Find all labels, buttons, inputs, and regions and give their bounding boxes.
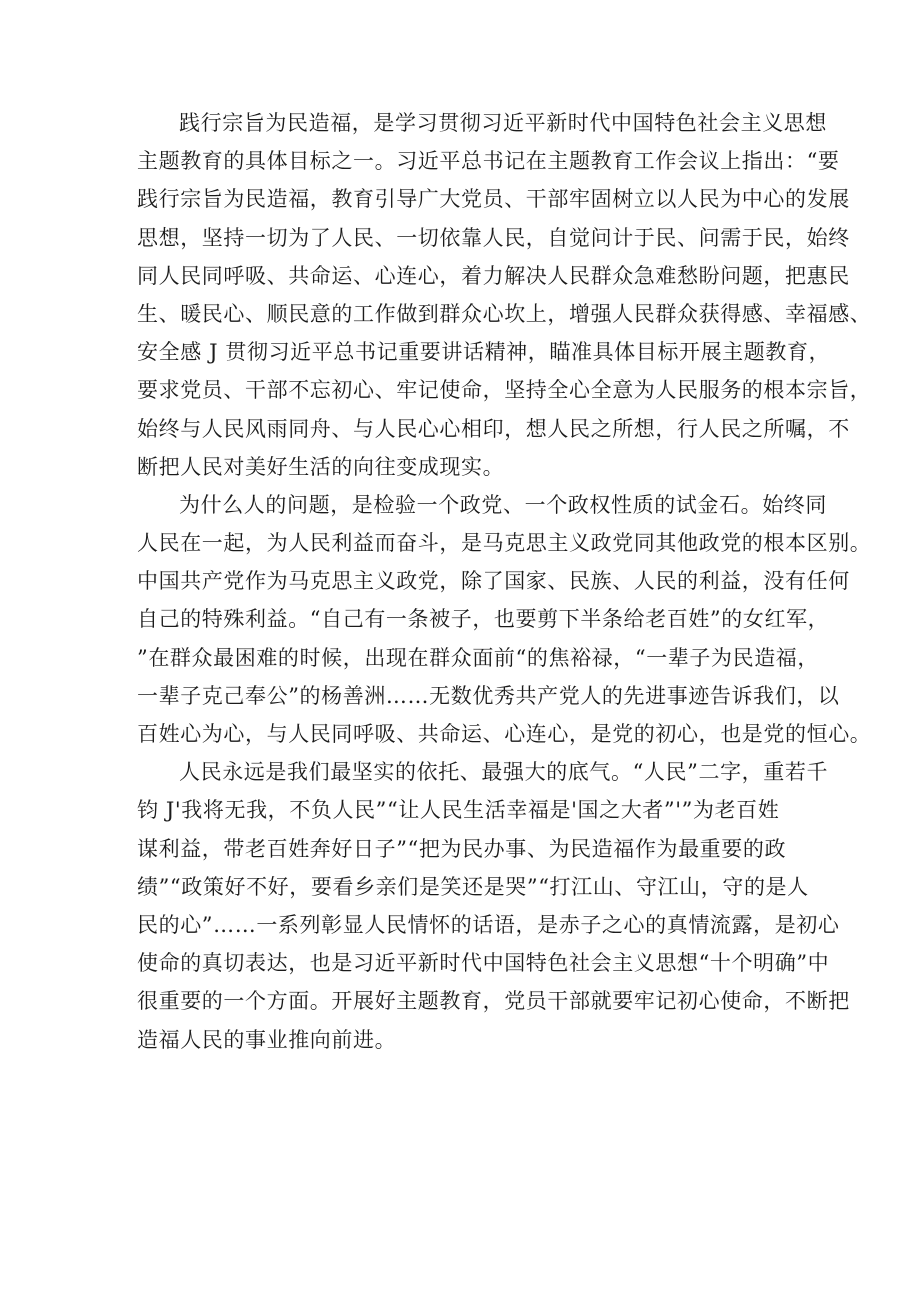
- text-line: 谋利益，带老百姓奔好日子”“把为民办事、为民造福作为最重要的政: [137, 836, 787, 861]
- text-line: 思想，坚持一切为了人民、一切依靠人民，自觉问计于民、问需于民，始终: [137, 225, 850, 250]
- text-line: 断把人民对美好生活的向往变成现实。: [137, 454, 505, 479]
- text-line: 践行宗旨为民造福，教育引导广大党员、干部牢固树立以人民为中心的发展: [137, 187, 850, 212]
- text-line: 安全感 J 贯彻习近平总书记重要讲话精神，瞄准具体目标开展主题教育，: [137, 340, 831, 365]
- text-line: 绩”“政策好不好，要看乡亲们是笑还是哭”“打江山、守江山，守的是人: [137, 874, 809, 899]
- text-line: 始终与人民风雨同舟、与人民心心相印，想人民之所想，行人民之所嘱，不: [137, 416, 850, 441]
- text-line: 同人民同呼吸、共命运、心连心，着力解决人民群众急难愁盼问题，把惠民: [137, 263, 850, 288]
- article-body: [137, 104, 872, 1059]
- text-line: 人民在一起，为人民利益而奋斗，是马克思主义政党同其他政党的根本区别。: [137, 531, 872, 556]
- text-line: 百姓心为心，与人民同呼吸、共命运、心连心，是党的初心，也是党的恒心。: [137, 722, 872, 746]
- text-line: 生、暖民心、顺民意的工作做到群众心坎上，增强人民群众获得感、幸福感、: [137, 301, 872, 326]
- text-line: 造福人民的事业推向前进。: [137, 1027, 397, 1052]
- text-line: ”在群众最困难的时候，出现在群众面前“的焦裕禄，“一辈子为民造福，: [137, 645, 820, 670]
- text-line: 中国共产党作为马克思主义政党，除了国家、民族、人民的利益，没有任何: [137, 569, 850, 594]
- text-line: 自己的特殊利益。“自己有一条被子，也要剪下半条给老百姓”的女红军，: [137, 607, 830, 632]
- text-line: 践行宗旨为民造福，是学习贯彻习近平新时代中国特色社会主义思想: [179, 111, 827, 135]
- text-line: 使命的真切表达，也是习近平新时代中国特色社会主义思想“十个明确”中: [137, 951, 830, 976]
- paragraph-1: [137, 104, 872, 486]
- text-line: 要求党员、干部不忘初心、牢记使命，坚持全心全意为人民服务的根本宗旨，: [137, 378, 872, 403]
- text-line: 一辈子克己奉公”的杨善洲……无数优秀共产党人的先进事迹告诉我们，以: [137, 683, 840, 708]
- paragraph-3: [137, 753, 850, 1059]
- text-line: 人民永远是我们最坚实的依托、最强大的底气。“人民”二字，重若千: [179, 760, 829, 785]
- text-line: 很重要的一个方面。开展好主题教育，党员干部就要牢记初心使命，不断把: [137, 989, 850, 1014]
- text-line: 钧 J'我将无我，不负人民”“让人民生活幸福是'国之大者”'”为老百姓: [137, 798, 780, 823]
- text-line: 为什么人的问题，是检验一个政党、一个政权性质的试金石。始终同: [179, 492, 827, 517]
- text-line: 民的心”……一系列彰显人民情怀的话语，是赤子之心的真情流露，是初心: [137, 912, 840, 937]
- text-line: 主题教育的具体目标之一。习近平总书记在主题教育工作会议上指出：“要: [137, 149, 840, 174]
- paragraph-2: [137, 486, 872, 753]
